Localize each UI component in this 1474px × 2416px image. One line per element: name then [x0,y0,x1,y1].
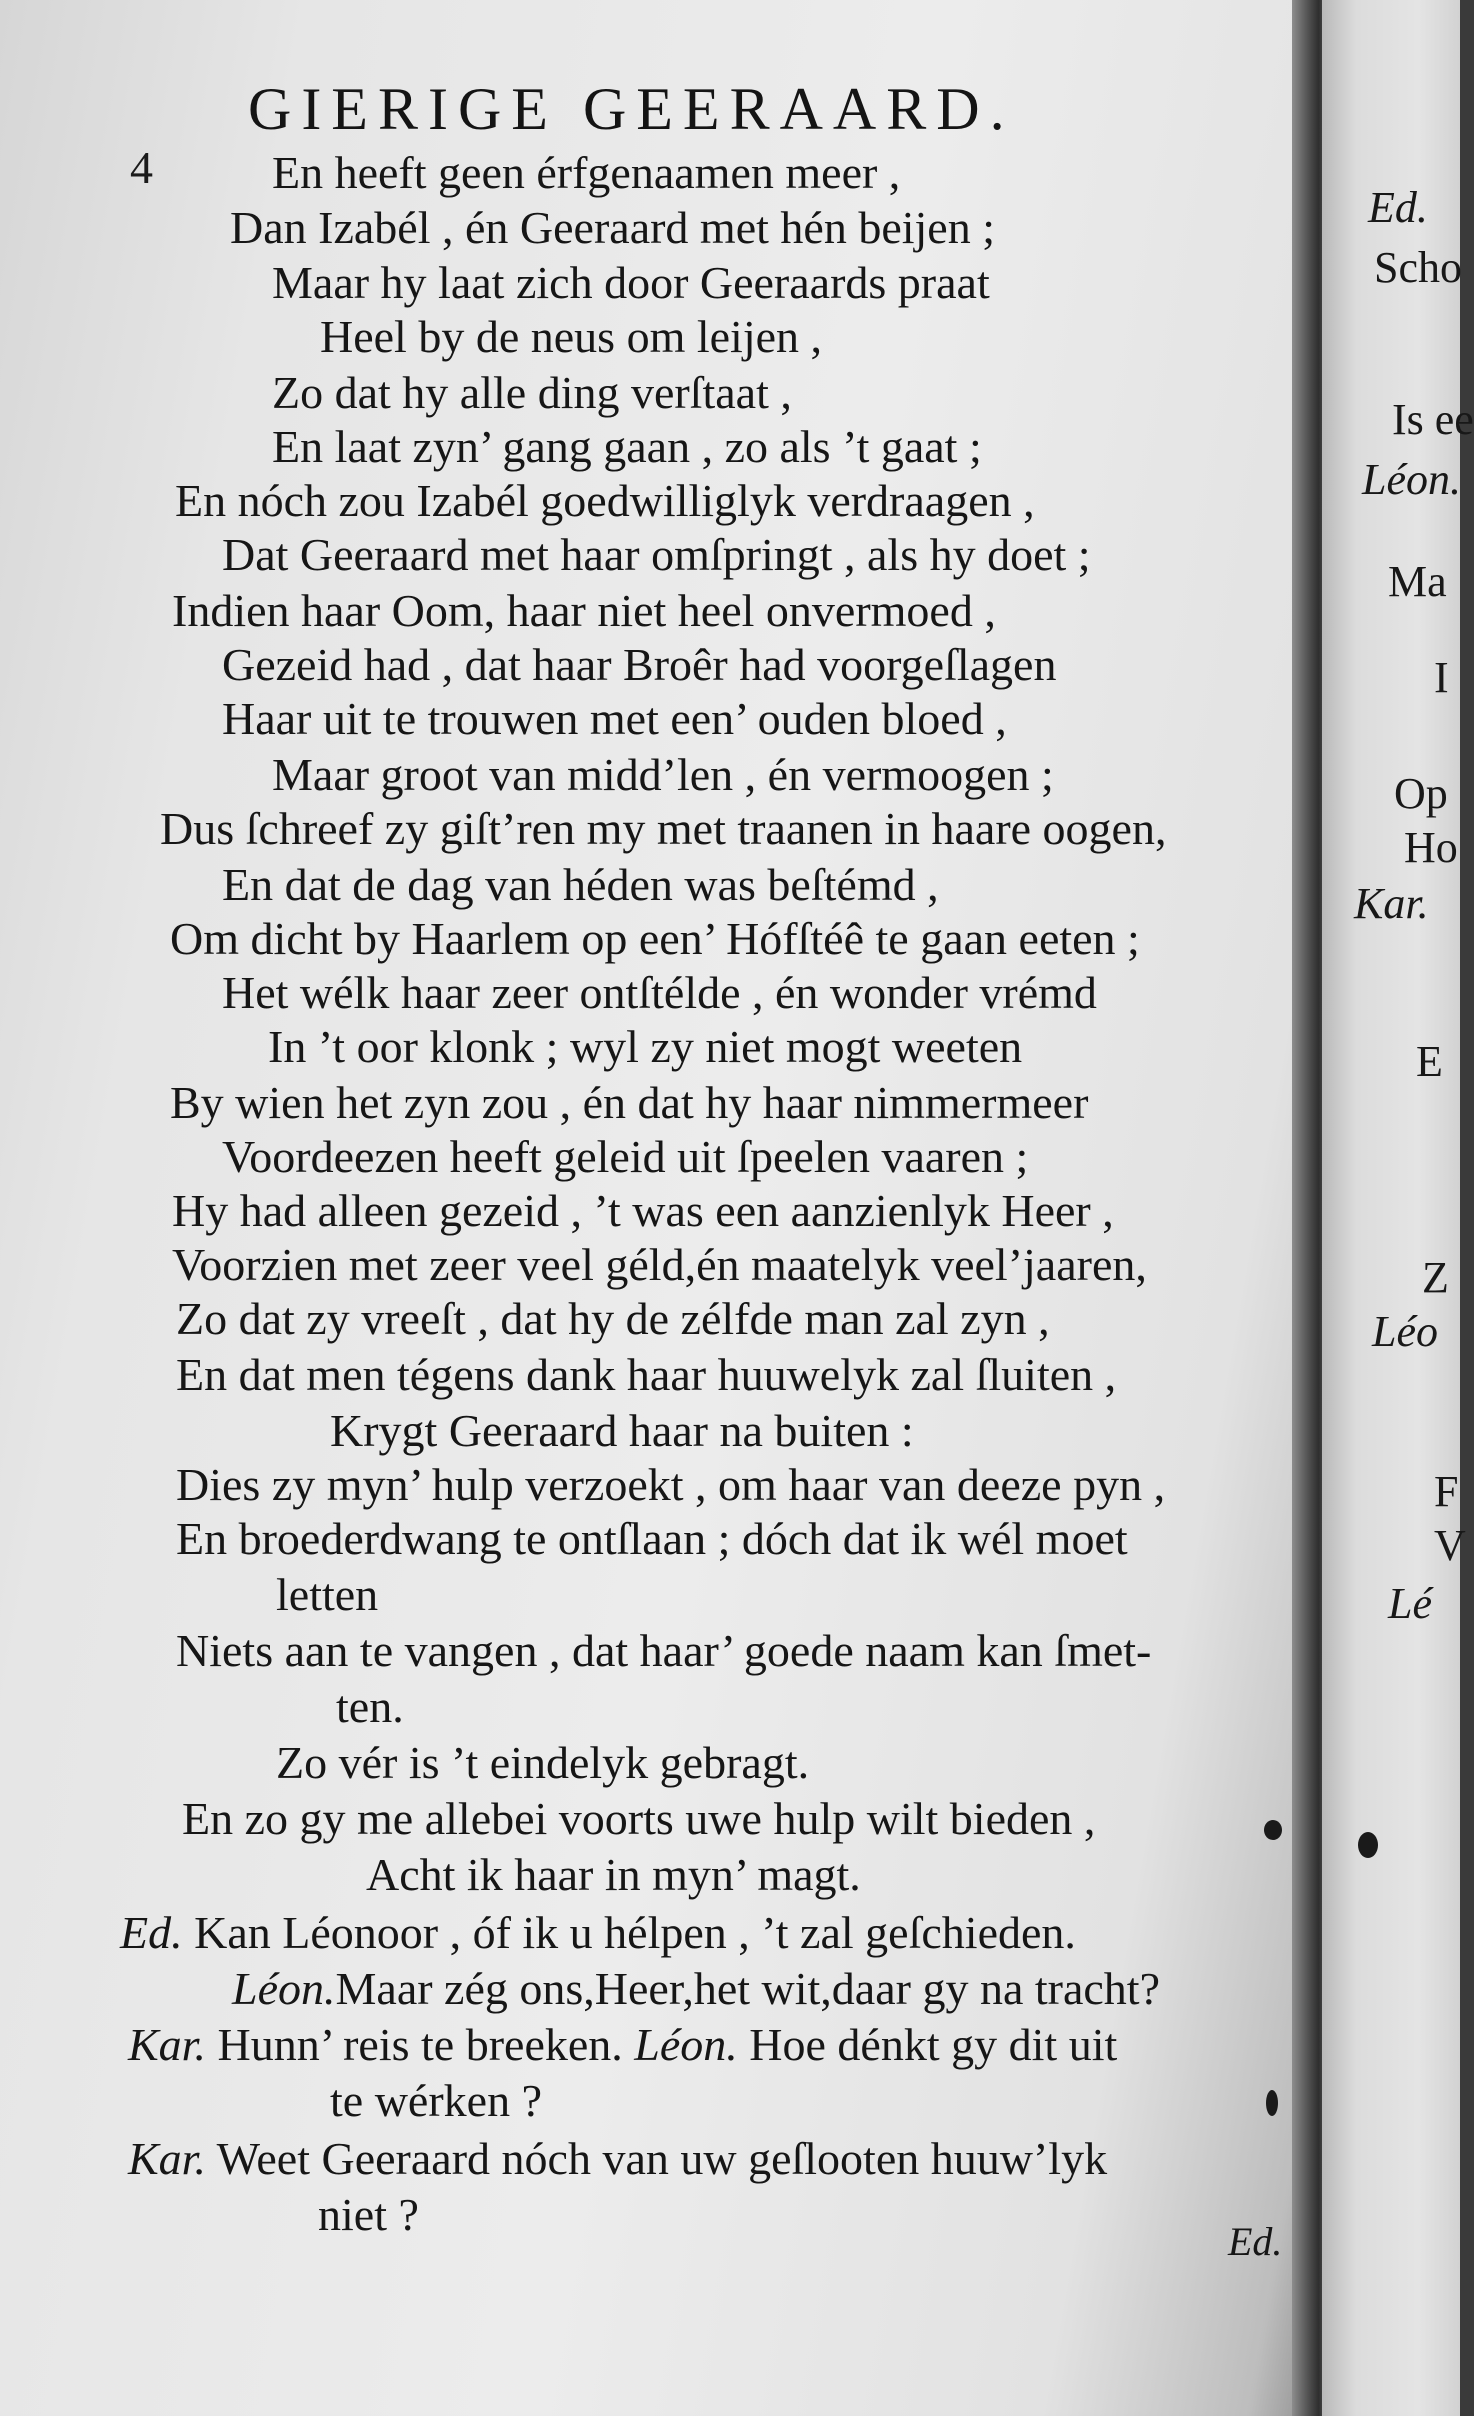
running-title: GIERIGE GEERAARD. [248,76,1015,142]
facing-text: Is ee [1392,395,1474,444]
verse-line: Dat Geeraard met haar omſpringt , als hy doet ; [222,529,1091,580]
facing-text: E [1416,1037,1443,1086]
verse-line: Voordeezen heeft geleid uit ſpeelen vaaren ; [222,1131,1029,1182]
verse-line: Niets aan te vangen , dat haar’ goede naam kan ſmet- [176,1625,1152,1676]
speaker-label: Léon. [634,2019,738,2070]
verse-line: Haar uit te trouwen met een’ ouden bloed , [222,693,1007,744]
verse-line: By wien het zyn zou , én dat hy haar nimmermeer [170,1077,1089,1128]
verse-line: te wérken ? [330,2075,542,2126]
speaker-label: Léon. [232,1963,336,2014]
ink-spot [1358,1832,1378,1858]
facing-page-edge [1322,0,1474,2416]
speaker-line: Léon.Maar zég ons,Heer,het wit,daar gy na tracht? [232,1963,1160,2014]
verse-line: En zo gy me allebei voorts uwe hulp wilt bieden , [182,1793,1096,1844]
verse-line: Maar hy laat zich door Geeraards praat [272,257,990,308]
verse-line: Zo dat zy vreeſt , dat hy de zélfde man zal zyn , [176,1293,1050,1344]
verse-line: Dan Izabél , én Geeraard met hén beijen ; [230,202,995,253]
verse-line: Acht ik haar in myn’ magt. [366,1849,861,1900]
verse-line: Hy had alleen gezeid , ’t was een aanzienlyk Heer , [172,1185,1114,1236]
verse-line: En heeft geen érfgenaamen meer , [272,147,901,198]
verse-line: letten [276,1569,379,1620]
facing-text: Op [1394,769,1448,818]
verse-line: Om dicht by Haarlem op een’ Hófſtéê te gaan eeten ; [170,913,1140,964]
page-number: 4 [130,142,153,193]
speaker-line: Kar. Weet Geeraard nóch van uw geſlooten huuw’lyk [128,2133,1108,2184]
verse-line: Dies zy myn’ hulp verzoekt , om haar van deeze pyn , [176,1459,1166,1510]
facing-text: Scho [1374,243,1462,292]
verse-line: niet ? [318,2189,419,2240]
speaker-label: Ed. [120,1907,183,1958]
facing-text: V [1434,1521,1466,1570]
verse-line: ten. [336,1681,404,1732]
speaker-label: Kar. [128,2133,206,2184]
facing-text: I [1434,653,1449,702]
ink-spot [1266,2090,1278,2116]
verse-line: En laat zyn’ gang gaan , zo als ’t gaat ; [272,421,982,472]
verse-line: En dat men tégens dank haar huuwelyk zal ſluiten , [176,1349,1117,1400]
verse-line: Het wélk haar zeer ontſtélde , én wonder vrémd [222,967,1097,1018]
facing-text: Z [1422,1253,1449,1302]
catchword: Ed. [1228,2219,1283,2264]
facing-text: Léon. [1362,455,1461,504]
verse-line: Zo dat hy alle ding verſtaat , [272,367,792,418]
facing-text: Ho [1404,823,1458,872]
verse-line: Zo vér is ’t eindelyk gebragt. [276,1737,810,1788]
verse-line: Gezeid had , dat haar Broêr had voorgeſlagen [222,639,1057,690]
verse-line: En broederdwang te ontſlaan ; dóch dat ik wél moet [176,1513,1128,1564]
verse-line: In ’t oor klonk ; wyl zy niet mogt weeten [268,1021,1023,1072]
facing-text: Lé [1388,1579,1432,1628]
verse-line: Heel by de neus om leijen , [320,311,823,362]
verse-line: En nóch zou Izabél goedwilliglyk verdraagen , [175,475,1035,526]
facing-text: Kar. [1354,879,1429,928]
verse-line: Maar groot van midd’len , én vermoogen ; [272,749,1054,800]
speaker-label: Kar. [128,2019,206,2070]
facing-text: F [1434,1467,1459,1516]
verse-line: Dus ſchreef zy giſt’ren my met traanen in haare oogen, [160,803,1167,854]
facing-text: Ed. [1368,183,1428,232]
speaker-line: Ed. Kan Léonoor , óf ik u hélpen , ’t zal geſchieden. [120,1907,1076,1958]
verse-line: Krygt Geeraard haar na buiten : [330,1405,914,1456]
verse-line: Voorzien met zeer veel géld,én maatelyk veel’jaaren, [172,1239,1147,1290]
facing-text: Léo [1372,1307,1438,1356]
facing-text: Ma [1388,557,1447,606]
verse-line: Indien haar Oom, haar niet heel onvermoed , [172,585,996,636]
ink-spot [1264,1820,1282,1840]
speaker-line: Kar. Hunn’ reis te breeken. Léon. Hoe dénkt gy dit uit [128,2019,1118,2070]
verse-line: En dat de dag van héden was beſtémd , [222,859,939,910]
